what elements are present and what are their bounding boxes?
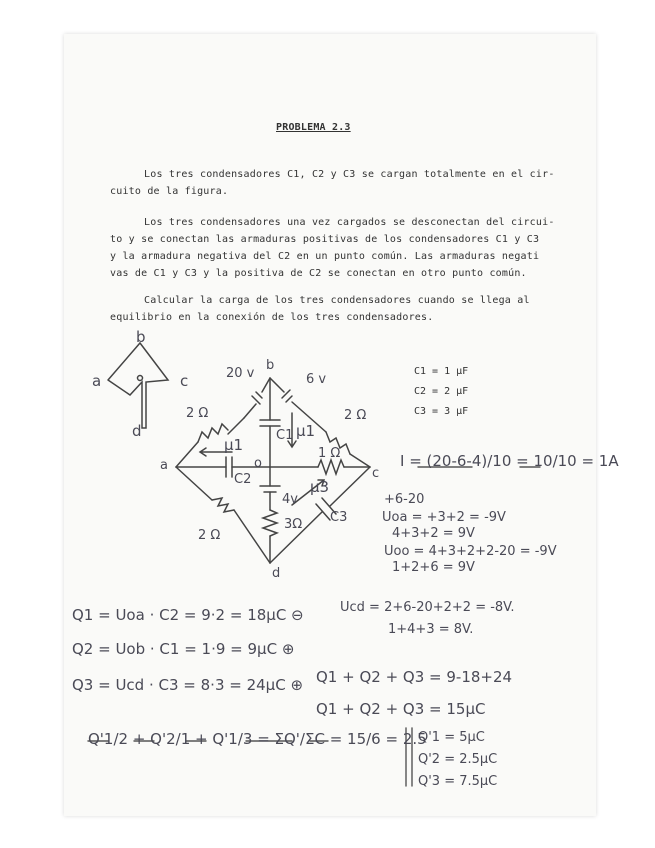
label-r-od: 3Ω bbox=[284, 517, 303, 532]
wire-a-r5 bbox=[176, 467, 212, 500]
wire-a-r1 bbox=[176, 442, 198, 467]
node-o: o bbox=[254, 456, 262, 471]
para1-line1: Los tres condensadores C1, C2 y C3 se cargan totalmente en el cir- bbox=[144, 169, 555, 180]
q1-calc: Q1 = Uoa · C2 = 9·2 = 18μC ⊖ bbox=[72, 606, 304, 624]
para2-line3: y la armadura negativa del C2 en un punto común. Las armaduras negati bbox=[110, 251, 540, 262]
label-6v: 6 v bbox=[306, 372, 327, 387]
result-q1: Q'1 = 5μC bbox=[418, 730, 485, 745]
node-d: d bbox=[272, 566, 281, 581]
cap-c1 bbox=[260, 420, 280, 426]
current-equation: I = (20-6-4)/10 = 10/10 = 1A bbox=[400, 452, 619, 470]
problem-title: PROBLEMA 2.3 bbox=[276, 122, 351, 133]
ucd-calc: Ucd = 2+6-20+2+2 = -8V. bbox=[340, 600, 515, 615]
label-mu1b: μ1 bbox=[296, 422, 316, 440]
label-r-ab: 2 Ω bbox=[186, 406, 209, 421]
battery-4v bbox=[260, 486, 280, 492]
para3-line1: Calcular la carga de los tres condensadores cuando se llega al bbox=[144, 295, 530, 306]
sketch-node-o bbox=[138, 376, 143, 381]
para2-line1: Los tres condensadores una vez cargados se desconectan del circui- bbox=[144, 217, 555, 228]
calc-line4: Uoo = 4+3+2+2-20 = -9V bbox=[384, 544, 557, 559]
cap-value-c2: C2 = 2 μF bbox=[414, 386, 469, 397]
resistor-ad bbox=[212, 498, 234, 512]
cap-value-c1: C1 = 1 μF bbox=[414, 366, 469, 377]
battery-20v bbox=[252, 392, 262, 404]
label-r-oc: 1 Ω bbox=[318, 446, 341, 461]
wire-bat20 bbox=[244, 404, 256, 418]
label-mu1: μ1 bbox=[224, 436, 244, 454]
calc-line3: 4+3+2 = 9V bbox=[392, 526, 475, 541]
sketch-label-b: b bbox=[136, 328, 146, 346]
sum-line1: Q1 + Q2 + Q3 = 9-18+24 bbox=[316, 668, 513, 686]
label-c2: C2 bbox=[234, 472, 252, 487]
sketch-shape bbox=[108, 343, 168, 428]
resistor-oc bbox=[318, 460, 344, 474]
node-b: b bbox=[266, 358, 275, 373]
sketch-label-c: c bbox=[180, 372, 189, 390]
cap-c2 bbox=[226, 457, 232, 477]
sketch-label-d: d bbox=[132, 422, 142, 440]
wire-b-6v bbox=[270, 378, 284, 392]
label-r-ad: 2 Ω bbox=[198, 528, 221, 543]
wire-r2-c bbox=[350, 454, 370, 467]
para1-line2: cuito de la figura. bbox=[110, 186, 229, 197]
q3-calc: Q3 = Ucd · C3 = 8·3 = 24μC ⊕ bbox=[72, 676, 304, 694]
calc-line5: 1+2+6 = 9V bbox=[392, 560, 475, 575]
cap-value-c3: C3 = 3 μF bbox=[414, 406, 469, 417]
calc-line2: Uoa = +3+2 = -9V bbox=[382, 510, 506, 525]
node-c: c bbox=[372, 466, 380, 481]
calc-line1: +6-20 bbox=[384, 492, 425, 507]
ucd-calc2: 1+4+3 = 8V. bbox=[388, 622, 474, 637]
wire-r1-b1 bbox=[228, 418, 244, 434]
label-20v: 20 v bbox=[226, 366, 255, 381]
equilibrium-equation: Q'1/2 + Q'2/1 + Q'1/3 = ΣQ'/ΣC = 15/6 = 2.5 bbox=[88, 730, 427, 748]
result-q3: Q'3 = 7.5μC bbox=[418, 774, 498, 789]
result-q2: Q'2 = 2.5μC bbox=[418, 752, 498, 767]
label-4v: 4v bbox=[282, 492, 298, 507]
para2-line2: to y se conectan las armaduras positivas de los condensadores C1 y C3 bbox=[110, 234, 540, 245]
wire-b-top bbox=[262, 378, 270, 392]
q2-calc: Q2 = Uob · C1 = 1·9 = 9μC ⊕ bbox=[72, 640, 295, 658]
label-c3: C3 bbox=[330, 510, 348, 525]
para2-line4: vas de C1 y C3 y la positiva de C2 se conectan en otro punto común. bbox=[110, 268, 527, 279]
node-a: a bbox=[160, 458, 168, 473]
sketch-label-a: a bbox=[92, 372, 102, 390]
label-mu3: μ3 bbox=[310, 478, 330, 496]
para3-line2: equilibrio en la conexión de los tres condensadores. bbox=[110, 312, 434, 323]
resistor-od bbox=[263, 510, 277, 536]
label-c1: C1 bbox=[276, 428, 294, 443]
label-r-bc: 2 Ω bbox=[344, 408, 367, 423]
sum-line2: Q1 + Q2 + Q3 = 15μC bbox=[316, 700, 486, 718]
